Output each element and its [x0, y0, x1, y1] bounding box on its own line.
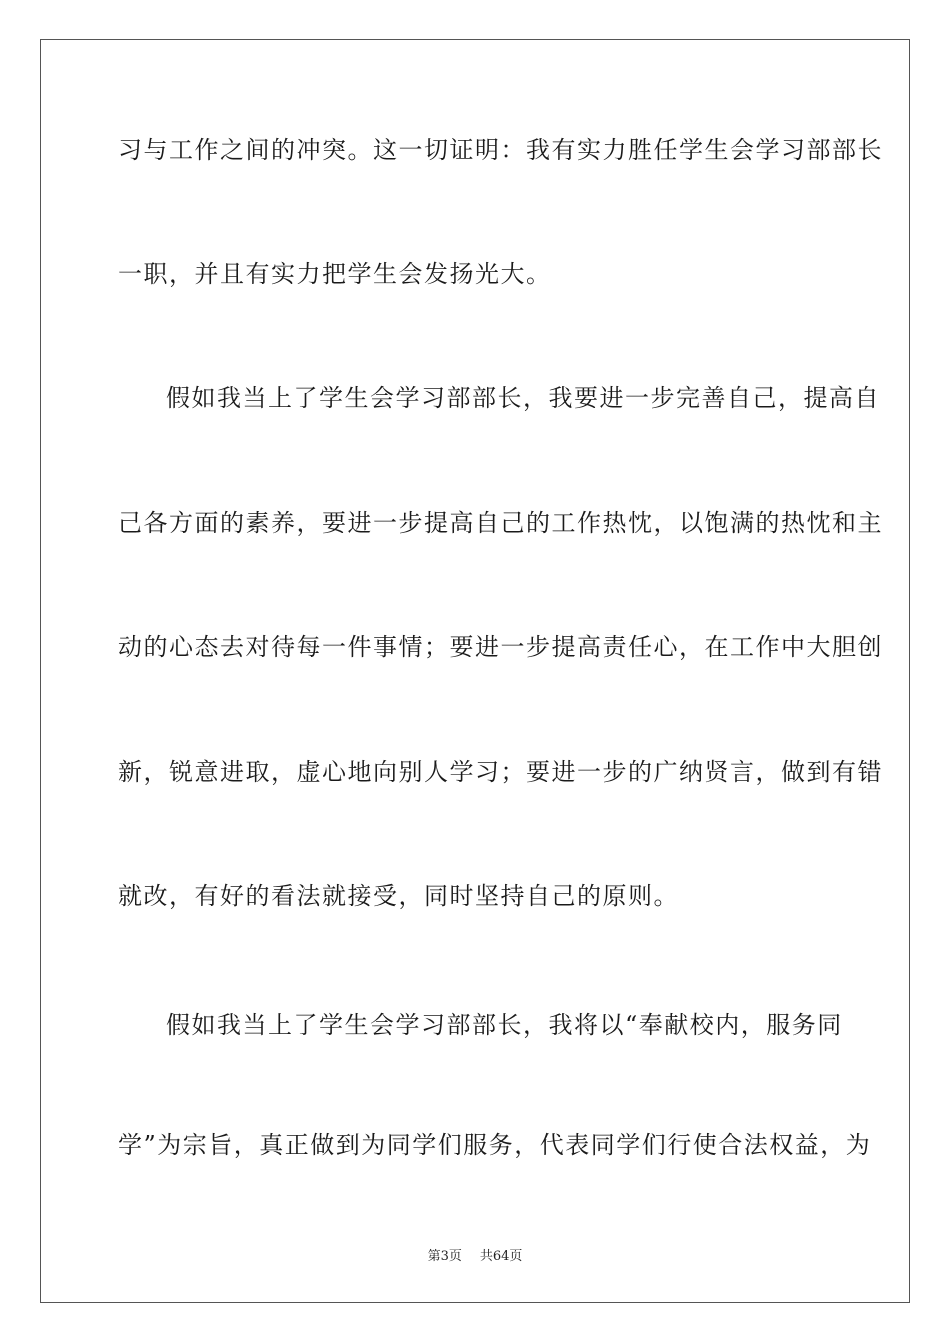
page-border — [40, 39, 910, 1303]
text-line: 学”为宗旨，真正做到为同学们服务，代表同学们行使合法权益，为 — [118, 1131, 872, 1159]
text-line: 己各方面的素养，要进一步提高自己的工作热忱，以饱满的热忱和主 — [118, 509, 883, 537]
text-line: 动的心态去对待每一件事情；要进一步提高责任心，在工作中大胆创 — [118, 633, 883, 661]
paragraph-start-line: 假如我当上了学生会学习部部长，我要进一步完善自己，提高自 — [166, 384, 880, 412]
text-line: 就改，有好的看法就接受，同时坚持自己的原则。 — [118, 882, 679, 910]
page-footer — [0, 1249, 950, 1265]
paragraph-start-line: 假如我当上了学生会学习部部长，我将以“奉献校内，服务同 — [166, 1011, 843, 1039]
text-line: 习与工作之间的冲突。这一切证明：我有实力胜任学生会学习部部长 — [118, 136, 883, 164]
page-number: 第3页 — [427, 1249, 462, 1264]
text-line: 新，锐意进取，虚心地向别人学习；要进一步的广纳贤言，做到有错 — [118, 758, 883, 786]
text-line: 一职，并且有实力把学生会发扬光大。 — [118, 260, 552, 288]
total-pages: 共64页 — [479, 1249, 523, 1264]
